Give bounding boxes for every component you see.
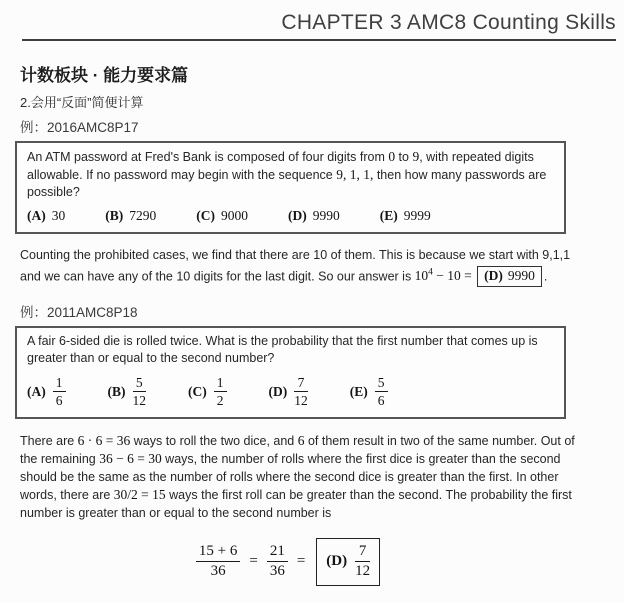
math-inline: 0	[388, 149, 396, 164]
solution2-text-seg: ways to roll the two dice, and	[130, 433, 298, 448]
fraction-denominator: 36	[210, 563, 226, 580]
math-rest: − 10 =	[432, 268, 476, 283]
fraction-denominator: 6	[377, 393, 385, 409]
choice-label: (E)	[349, 383, 368, 399]
choice-item	[27, 208, 65, 224]
choice-item	[288, 208, 340, 224]
answer-label: (D)	[484, 268, 503, 283]
fraction-numerator: 5	[133, 375, 147, 393]
fraction-numerator: 5	[375, 375, 388, 393]
choice-item	[380, 208, 431, 224]
math-inline: 6 · 6 = 36	[77, 432, 131, 448]
solution1-text-seg: Counting the prohibited cases, we find that there are 10 of them. This is because we start with 9,1,1 and we can have any of the 10 digits for the last digit. So our answer is	[20, 248, 571, 283]
fraction-numerator: 15 + 6	[196, 543, 240, 562]
fraction-numerator: 1	[53, 375, 66, 393]
solution2-text-seg: ways the first roll can be greater than the second. The probability the first number is greater than or equal to the second number is	[20, 488, 572, 520]
solution2-text-seg: There are	[20, 433, 78, 448]
math-inline: 6	[297, 432, 305, 448]
solution2-paragraph	[20, 432, 580, 523]
fraction-denominator: 12	[132, 393, 146, 409]
fraction	[53, 375, 66, 409]
problem1-text-seg: An ATM password at Fred's Bank is composed of four digits from	[27, 150, 389, 164]
choice-item	[108, 375, 147, 409]
choice-label: (C)	[188, 383, 207, 399]
fraction-denominator: 6	[55, 393, 63, 409]
example2-label: 例：2011AMC8P18	[20, 304, 138, 320]
section-heading: 计数板块 · 能力要求篇	[20, 66, 189, 85]
fraction	[133, 375, 147, 409]
choice-value: 9999	[403, 208, 431, 223]
choice-label: (D)	[268, 383, 288, 399]
fraction	[267, 543, 288, 581]
solution1-period: .	[543, 269, 548, 283]
choice-item	[27, 375, 66, 409]
choice-item	[269, 375, 308, 409]
choice-label: (D)	[288, 208, 307, 223]
choice-value: 9990	[312, 208, 340, 223]
math-inline	[415, 268, 475, 283]
section-subheading: 2.会用“反面”简便计算	[20, 95, 144, 110]
problem1-text	[27, 148, 554, 201]
fraction-numerator: 1	[214, 375, 227, 393]
choice-value: 30	[51, 208, 66, 223]
fraction	[375, 375, 388, 409]
math-base: 10	[414, 268, 429, 283]
choice-label: (A)	[27, 208, 46, 223]
choice-item	[105, 208, 156, 224]
choice-label: (B)	[105, 208, 124, 223]
fraction-numerator: 7	[294, 375, 308, 393]
fraction	[214, 375, 227, 409]
fraction	[294, 375, 308, 409]
fraction-denominator: 36	[269, 563, 285, 580]
problem2-text: A fair 6-sided die is rolled twice. What is the probability that the first number that comes up is greater than or equal to the second number?	[27, 333, 538, 365]
choice-item	[196, 208, 248, 224]
problem2-choices	[27, 375, 554, 409]
choice-label: (C)	[196, 208, 215, 223]
problem2-box	[15, 326, 566, 419]
math-exponent: 4	[428, 267, 433, 278]
choice-item	[350, 375, 388, 409]
answer-label: (D)	[326, 553, 348, 570]
choice-label: (B)	[107, 383, 126, 399]
solution1-paragraph	[20, 247, 580, 287]
choice-label: (A)	[27, 383, 46, 399]
problem1-choices	[27, 208, 554, 224]
problem1-text-seg: to	[395, 150, 413, 164]
math-inline: 30/2 = 15	[113, 487, 166, 503]
math-inline: 36 − 6 = 30	[99, 451, 162, 467]
equals-sign: =	[249, 553, 258, 570]
fraction-numerator: 21	[267, 543, 288, 562]
chapter-header	[22, 10, 616, 41]
solution2-text-seg: ways, the number of rolls where the first dice is greater than the second should be the same as the number of rolls where the second dice is greater than the first. In other words, there are	[20, 452, 561, 503]
problem1-box	[15, 141, 566, 234]
solution2-text-seg: of them result in two of the same number. Out of the remaining	[20, 433, 575, 467]
fraction-denominator: 12	[355, 563, 371, 580]
choice-label: (E)	[379, 208, 398, 223]
choice-value: 7290	[129, 208, 157, 223]
final-equation	[20, 538, 556, 586]
fraction	[355, 543, 370, 581]
fraction-denominator: 12	[294, 393, 308, 409]
boxed-answer	[316, 538, 380, 586]
choice-item	[188, 375, 227, 409]
fraction-denominator: 2	[216, 393, 224, 409]
math-inline: 9	[412, 149, 420, 164]
equals-sign: =	[296, 553, 306, 570]
choice-value: 9000	[221, 208, 248, 223]
problem1-text-seg: , with repeated digits allowable. If no password may begin with the sequence	[27, 150, 534, 182]
fraction-numerator: 7	[355, 543, 370, 562]
example1-label: 例：2016AMC8P17	[20, 120, 139, 135]
boxed-answer	[477, 266, 542, 287]
math-inline: 9, 1, 1,	[336, 167, 374, 182]
fraction	[196, 543, 240, 581]
problem1-text-seg: then how many passwords are possible?	[27, 168, 547, 199]
chapter-title: CHAPTER 3 AMC8 Counting Skills	[281, 11, 616, 34]
answer-value: 9990	[507, 268, 535, 283]
